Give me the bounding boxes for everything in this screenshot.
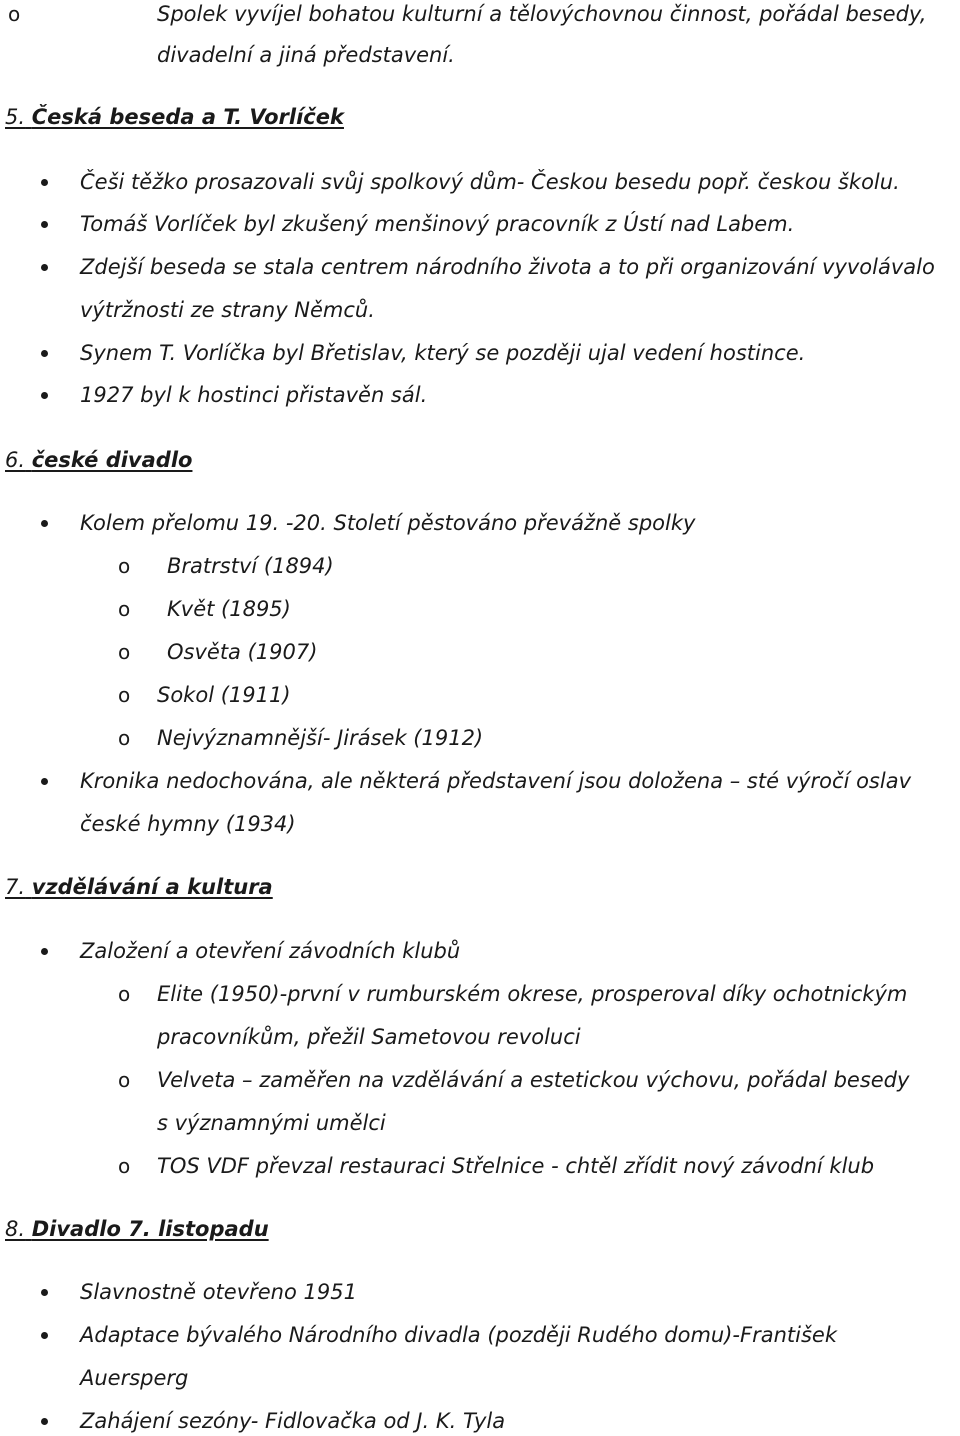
sub-item-text: Velveta – zaměřen na vzdělávání a estetickou výchovu, pořádal besedy [157,1068,910,1092]
section-heading-7 [5,873,273,901]
heading-title: Divadlo 7. listopadu [31,1217,269,1241]
circle-bullet-icon: o [118,597,131,621]
heading-title: Česká beseda a T. Vorlíček [31,105,344,129]
bullet-text: Kronika nedochována, ale některá představení jsou doložena – sté výročí oslav [80,769,912,793]
circle-bullet-icon: o [118,683,131,707]
bullet-icon [41,520,48,527]
bullet-icon [41,179,48,186]
bullet-text: 1927 byl k hostinci přistavěn sál. [80,383,428,407]
bullet-text: Adaptace bývalého Národního divadla (později Rudého domu)-František [80,1323,837,1347]
sub-item-text: Bratrství (1894) [167,554,334,578]
bullet-text: české hymny (1934) [80,812,296,836]
bullet-text: Založení a otevření závodních klubů [80,939,461,963]
bullet-text: Synem T. Vorlíčka byl Břetislav, který se později ujal vedení hostince. [80,341,806,365]
bullet-text: Zahájení sezóny- Fidlovačka od J. K. Tyla [80,1409,506,1433]
circle-bullet-icon: o [118,640,131,664]
text-line: divadelní a jiná představení. [157,43,455,67]
bullet-icon [41,1418,48,1425]
sub-item-text: Elite (1950)-první v rumburském okrese, prosperoval díky ochotnickým [157,982,908,1006]
bullet-icon [41,778,48,785]
heading-number: 7. [5,875,26,899]
bullet-text: Auersperg [80,1366,189,1390]
sub-item-text: Květ (1895) [167,597,291,621]
section-heading-5 [5,103,344,131]
bullet-icon [41,350,48,357]
sub-item-text: s významnými umělci [157,1111,386,1135]
heading-number: 5. [5,105,26,129]
sub-item-text: Osvěta (1907) [167,640,318,664]
heading-title: vzdělávání a kultura [31,875,273,899]
bullet-text: Slavnostně otevřeno 1951 [80,1280,357,1304]
bullet-icon [41,392,48,399]
section-heading-8 [5,1215,269,1243]
bullet-text: Zdejší beseda se stala centrem národního života a to při organizování vyvolávalo [80,255,935,279]
sub-item-text: Sokol (1911) [157,683,291,707]
section-heading-6 [5,446,192,474]
bullet-icon [41,221,48,228]
heading-title: české divadlo [31,448,193,472]
circle-bullet-icon: o [8,2,21,26]
heading-number: 8. [5,1217,26,1241]
circle-bullet-icon: o [118,1068,131,1092]
circle-bullet-icon: o [118,554,131,578]
circle-bullet-icon: o [118,1154,131,1178]
bullet-text: Tomáš Vorlíček byl zkušený menšinový pracovník z Ústí nad Labem. [80,212,795,236]
bullet-icon [41,1332,48,1339]
sub-item-text: Nejvýznamnější- Jirásek (1912) [157,726,484,750]
heading-number: 6. [5,448,26,472]
sub-item-text: pracovníkům, přežil Sametovou revoluci [157,1025,581,1049]
circle-bullet-icon: o [118,726,131,750]
bullet-text: Češi těžko prosazovali svůj spolkový dům- Českou besedu popř. českou školu. [80,170,900,194]
circle-bullet-icon: o [118,982,131,1006]
text-line: Spolek vyvíjel bohatou kulturní a tělovýchovnou činnost, pořádal besedy, [157,2,927,26]
bullet-icon [41,264,48,271]
bullet-icon [41,948,48,955]
sub-item-text: TOS VDF převzal restauraci Střelnice - chtěl zřídit nový závodní klub [157,1154,875,1178]
bullet-icon [41,1289,48,1296]
bullet-text: Kolem přelomu 19. -20. Století pěstováno převážně spolky [80,511,696,535]
bullet-text: výtržnosti ze strany Němců. [80,298,375,322]
